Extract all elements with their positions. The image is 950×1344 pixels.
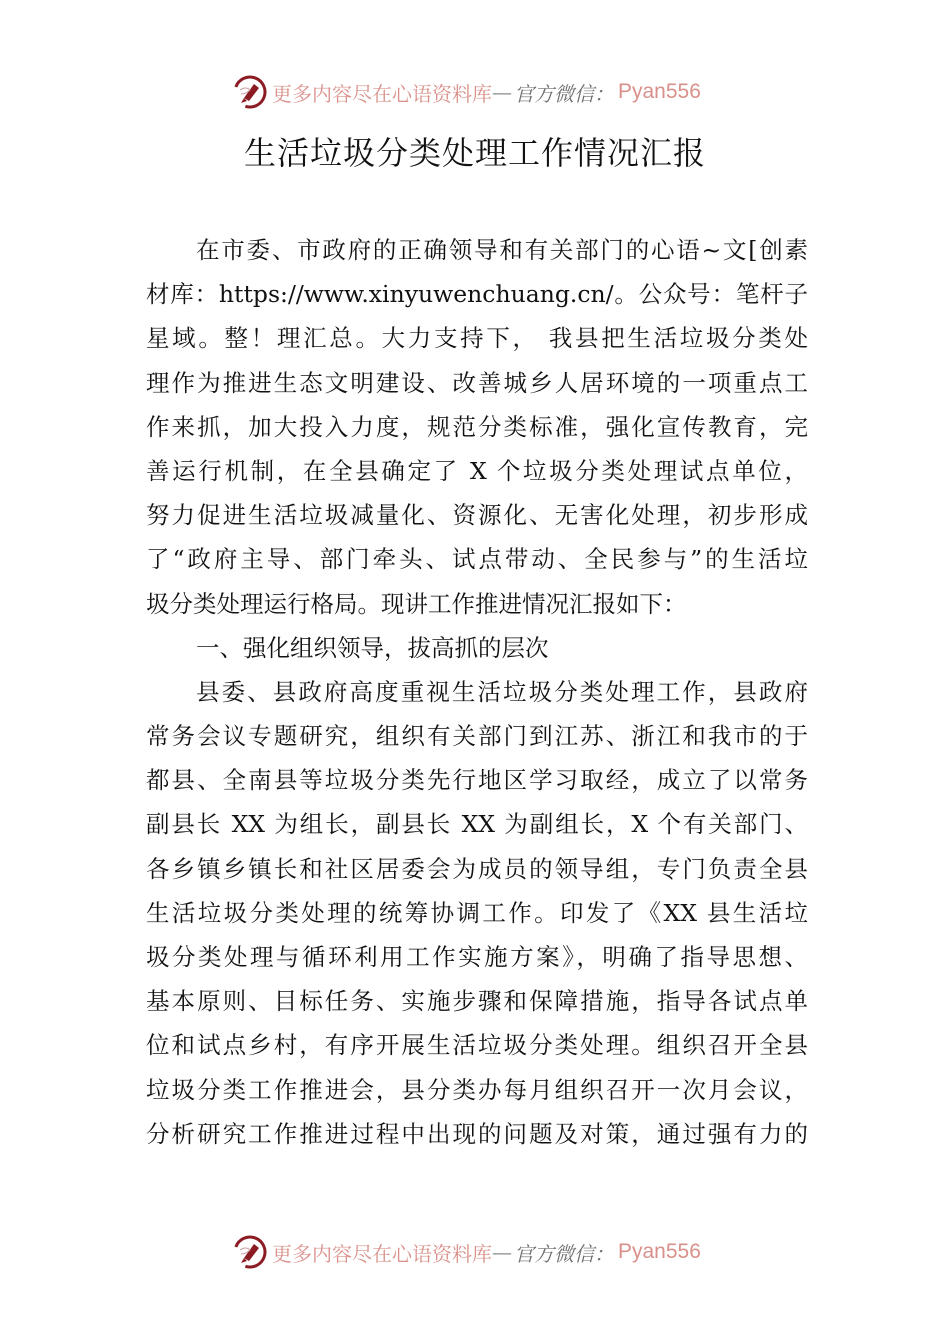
text-line: 了“政府主导、部门牵头、试点带动、全民参与”的生活垃	[146, 545, 808, 574]
wechat-id: Pyan556	[618, 80, 701, 103]
wechat-id: Pyan556	[618, 1240, 701, 1263]
text-line: 理作为推进生态文明建设、改善城乡人居环境的一项重点工	[146, 368, 808, 397]
text-line: 各乡镇乡镇长和社区居委会为成员的领导组，专门负责全县	[146, 854, 808, 883]
text-line: 作来抓，加大投入力度，规范分类标准，强化宣传教育，完	[146, 412, 808, 441]
text-line: 副县长 XX 为组长，副县长 XX 为副组长，X 个有关部门、	[146, 810, 808, 839]
text-line: 星域。整！理汇总。大力支持下， 我县把生活垃圾分类处	[146, 324, 808, 353]
text-line: 材库：https://www.xinyuwenchuang.cn/。公众号：笔杆子	[146, 280, 808, 309]
text-line: 分析研究工作推进过程中出现的问题及对策，通过强有力的	[146, 1119, 808, 1148]
banner-separator: —	[492, 80, 512, 104]
wechat-label: 官方微信：	[514, 81, 614, 106]
text-line: 都县、全南县等垃圾分类先行地区学习取经，成立了以常务	[146, 766, 808, 795]
banner-slogan: 更多内容尽在心语资料库	[272, 81, 492, 106]
text-line: 生活垃圾分类处理的统筹协调工作。印发了《XX 县生活垃	[146, 898, 808, 927]
text-line: 努力促进生活垃圾减量化、资源化、无害化处理，初步形成	[146, 501, 808, 530]
quill-pen-logo-icon	[232, 74, 268, 110]
quill-pen-logo-icon	[232, 1234, 268, 1270]
text-line: 常务会议专题研究，组织有关部门到江苏、浙江和我市的于	[146, 722, 808, 751]
document-title: 生活垃圾分类处理工作情况汇报	[243, 134, 706, 172]
text-line: 垃圾分类工作推进会，县分类办每月组织召开一次月会议，	[146, 1075, 808, 1104]
text-line: 在市委、市政府的正确领导和有关部门的心语~文[创素	[196, 236, 808, 264]
footer-banner	[232, 1232, 722, 1272]
text-line: 位和试点乡村，有序开展生活垃圾分类处理。组织召开全县	[146, 1031, 808, 1060]
text-line: 圾分类处理与循环利用工作实施方案》，明确了指导思想、	[146, 943, 808, 971]
text-line: 善运行机制，在全县确定了 X 个垃圾分类处理试点单位，	[146, 456, 808, 485]
banner-separator: —	[492, 1240, 512, 1264]
wechat-label: 官方微信：	[514, 1241, 614, 1266]
text-line: 基本原则、目标任务、实施步骤和保障措施，指导各试点单	[146, 987, 808, 1016]
text-line: 县委、县政府高度重视生活垃圾分类处理工作，县政府	[196, 677, 808, 706]
document-body	[146, 228, 808, 1156]
text-line: 一、强化组织领导，拔高抓的层次	[196, 633, 549, 662]
header-banner	[232, 72, 722, 112]
text-line: 圾分类处理运行格局。现讲工作推进情况汇报如下：	[146, 589, 687, 618]
banner-slogan: 更多内容尽在心语资料库	[272, 1241, 492, 1266]
